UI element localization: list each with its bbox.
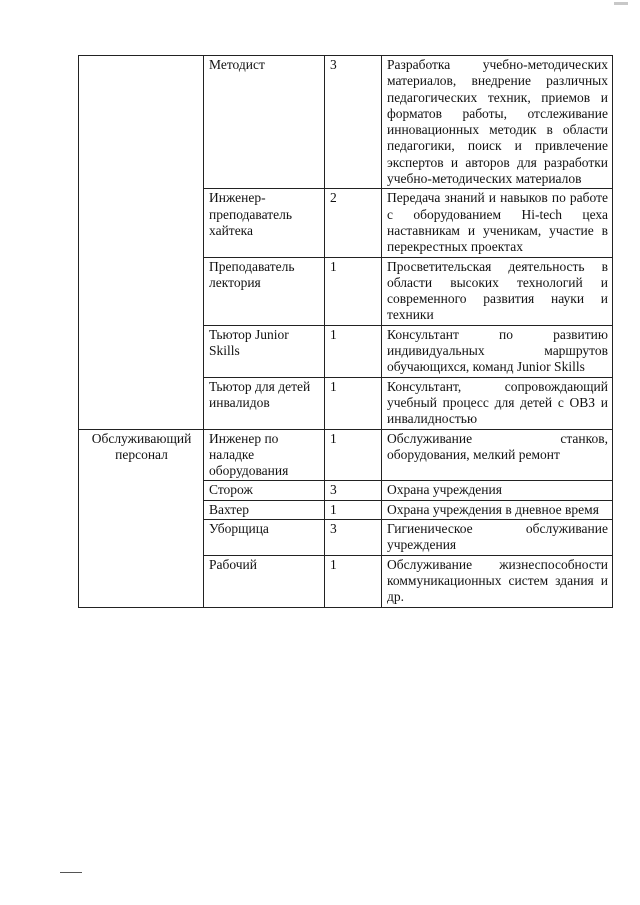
description-cell: Охрана учреждения в дневное время <box>382 500 613 519</box>
count-cell: 1 <box>325 257 382 325</box>
position-cell: Преподаватель лектория <box>204 257 325 325</box>
position-cell: Рабочий <box>204 555 325 607</box>
table-row <box>79 56 613 189</box>
count-cell: 1 <box>325 555 382 607</box>
count-cell: 3 <box>325 520 382 556</box>
staff-table <box>78 55 613 608</box>
category-cell <box>79 56 204 430</box>
description-cell: Консультант по развитию индивидуальных маршрутов обучающихся, команд Junior Skills <box>382 325 613 377</box>
count-cell: 3 <box>325 56 382 189</box>
position-cell: Инженер по наладке оборудования <box>204 429 325 481</box>
count-cell: 2 <box>325 189 382 257</box>
description-cell: Передача знаний и навыков по работе с оборудованием Hi-tech цеха наставникам и ученикам, участие в перекрестных проектах <box>382 189 613 257</box>
description-cell: Просветительская деятельность в области высоких технологий и современного развития науки и техники <box>382 257 613 325</box>
description-cell: Консультант, сопровождающий учебный процесс для детей с ОВЗ и инвалидностью <box>382 377 613 429</box>
position-cell: Уборщица <box>204 520 325 556</box>
count-cell: 3 <box>325 481 382 500</box>
scan-corner-mark <box>614 2 628 5</box>
position-cell: Тьютор для детей инвалидов <box>204 377 325 429</box>
count-cell: 1 <box>325 500 382 519</box>
count-cell: 1 <box>325 377 382 429</box>
description-cell: Разработка учебно-методических материалов, внедрение различных педагогических техник, приемов и форматов работы, отслеживание инновационных методик в области педагогики, поиск и привлечение экспертов и авторов для разработки учебно-методических материалов <box>382 56 613 189</box>
position-cell: Инженер-преподаватель хайтека <box>204 189 325 257</box>
count-cell: 1 <box>325 429 382 481</box>
count-cell: 1 <box>325 325 382 377</box>
position-cell: Тьютор Junior Skills <box>204 325 325 377</box>
position-cell: Методист <box>204 56 325 189</box>
table-row <box>79 429 613 481</box>
category-cell: Обслуживающий персонал <box>79 429 204 607</box>
description-cell: Обслуживание жизнеспособности коммуникационных систем здания и др. <box>382 555 613 607</box>
description-cell: Гигиеническое обслуживание учреждения <box>382 520 613 556</box>
position-cell: Сторож <box>204 481 325 500</box>
description-cell: Обслуживание станков, оборудования, мелкий ремонт <box>382 429 613 481</box>
footnote-rule <box>60 872 82 873</box>
description-cell: Охрана учреждения <box>382 481 613 500</box>
position-cell: Вахтер <box>204 500 325 519</box>
